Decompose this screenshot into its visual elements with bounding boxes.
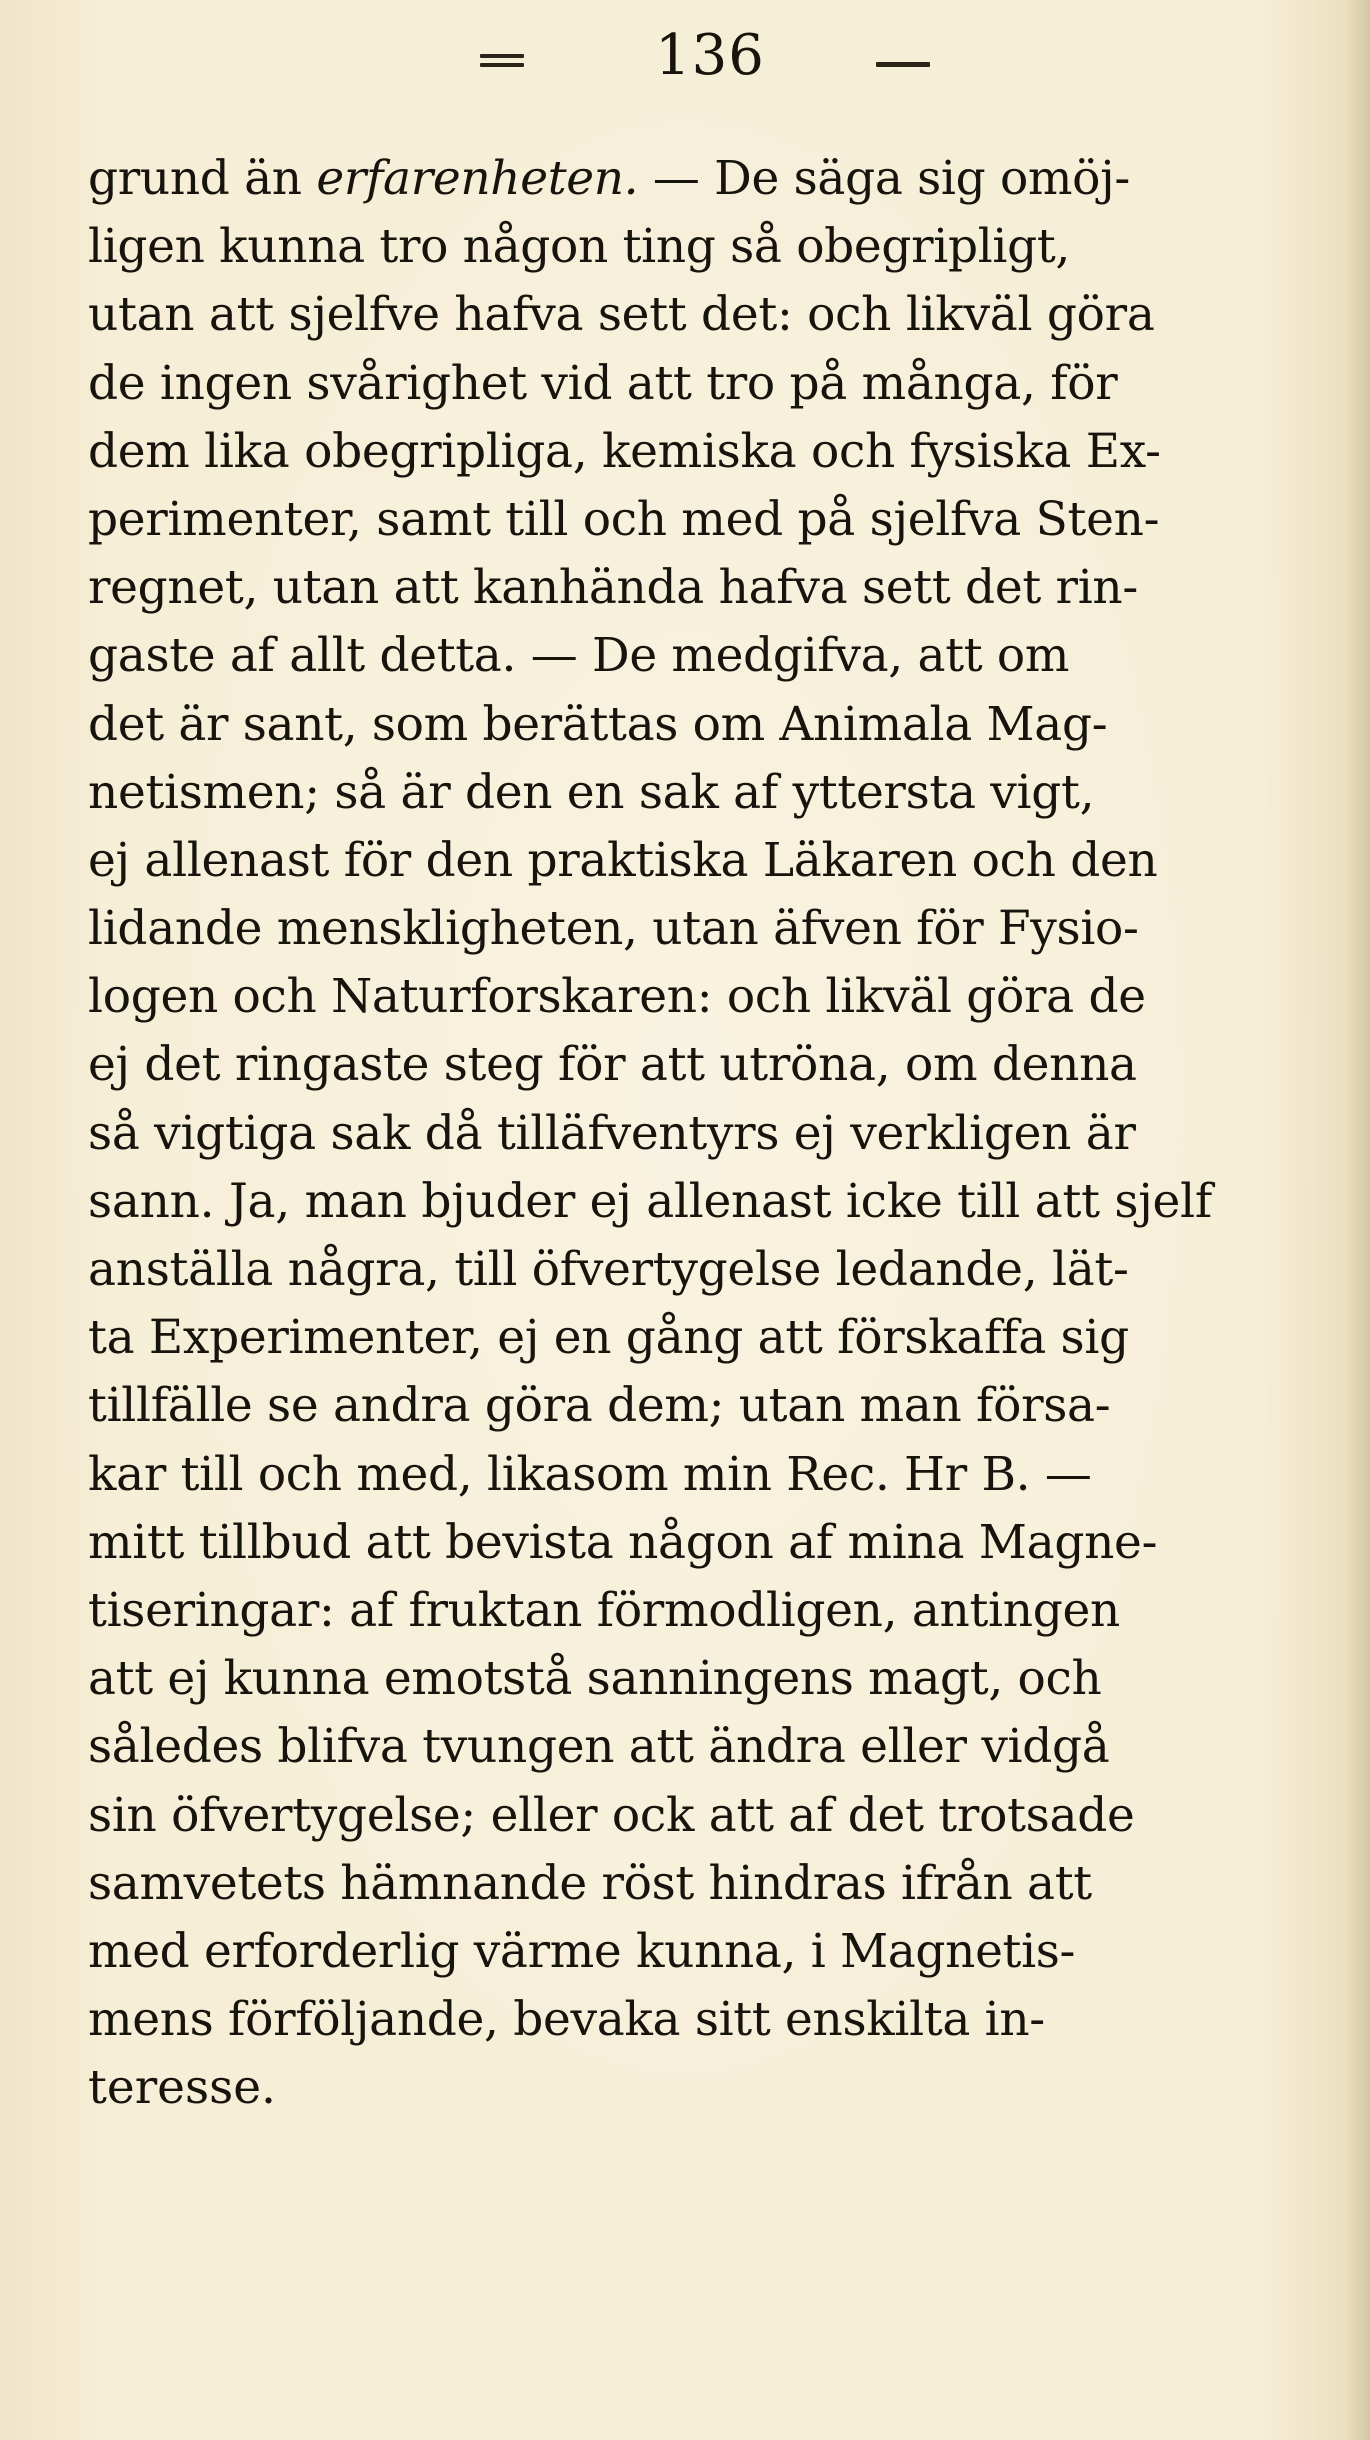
text-line xyxy=(88,1713,1338,1781)
text-line xyxy=(88,1986,1338,2054)
text-run: med erforderlig värme kunna, i Magnetis- xyxy=(88,1923,1076,1979)
page-header xyxy=(0,18,1370,98)
page-number: 136 xyxy=(655,23,765,88)
text-line xyxy=(88,213,1338,281)
text-run: logen och Naturforskaren: och likväl göra de xyxy=(88,969,1146,1025)
text-run: det är sant, som berättas om Animala Mag- xyxy=(88,696,1108,752)
text-line xyxy=(88,1441,1338,1509)
text-run: — De säga sig omöj- xyxy=(638,151,1130,206)
text-line xyxy=(88,1645,1338,1713)
text-line xyxy=(88,1304,1338,1372)
text-run: tiseringar: af fruktan förmodligen, antingen xyxy=(88,1582,1120,1638)
text-run: ej allenast för den praktiska Läkaren och den xyxy=(88,832,1158,888)
text-run: ligen kunna tro någon ting så obegripligt, xyxy=(88,219,1071,275)
text-run: perimenter, samt till och med på sjelfva Sten- xyxy=(88,491,1160,547)
text-line xyxy=(88,691,1338,759)
text-run: utan att sjelfve hafva sett det: och likväl göra xyxy=(88,287,1155,343)
text-run: de ingen svårighet vid att tro på många, för xyxy=(88,355,1118,411)
text-line xyxy=(88,145,1338,213)
italic-text: erfarenheten. xyxy=(316,151,639,206)
text-run: teresse. xyxy=(88,2060,276,2116)
text-line xyxy=(88,622,1338,690)
text-line xyxy=(88,1577,1338,1645)
text-line xyxy=(88,1031,1338,1099)
text-run: sann. Ja, man bjuder ej allenast icke till att sjelf xyxy=(88,1173,1212,1229)
text-run: mitt tillbud att bevista någon af mina Magne- xyxy=(88,1514,1158,1570)
page-edge-shadow xyxy=(1344,0,1370,2440)
text-line xyxy=(88,963,1338,1031)
text-run: dem lika obegripliga, kemiska och fysiska Ex- xyxy=(88,423,1161,479)
text-run: gaste af allt detta. — De medgifva, att om xyxy=(88,628,1070,684)
text-line xyxy=(88,1168,1338,1236)
text-line xyxy=(88,281,1338,349)
text-run: att ej kunna emotstå sanningens magt, och xyxy=(88,1651,1102,1707)
text-run: ta Experimenter, ej en gång att förskaffa sig xyxy=(88,1310,1129,1366)
text-run: tillfälle se andra göra dem; utan man försa- xyxy=(88,1378,1111,1434)
text-line xyxy=(88,1782,1338,1850)
text-run: lidande menskligheten, utan äfven för Fysio- xyxy=(88,901,1139,957)
text-run: kar till och med, likasom min Rec. Hr B. — xyxy=(88,1446,1092,1502)
text-run: samvetets hämnande röst hindras ifrån att xyxy=(88,1855,1092,1911)
text-line xyxy=(88,1236,1338,1304)
text-run: sin öfvertygelse; eller ock att af det trotsade xyxy=(88,1787,1135,1843)
text-line xyxy=(88,418,1338,486)
text-run: anställa några, till öfvertygelse ledande, lät- xyxy=(88,1242,1129,1297)
text-line xyxy=(88,1850,1338,1918)
text-run: regnet, utan att kanhända hafva sett det rin- xyxy=(88,560,1138,616)
text-run: således blifva tvungen att ändra eller vidgå xyxy=(88,1719,1110,1775)
text-line xyxy=(88,1100,1338,1168)
text-line xyxy=(88,350,1338,418)
text-line xyxy=(88,827,1338,895)
text-run: så vigtiga sak då tilläfventyrs ej verkligen är xyxy=(88,1105,1136,1161)
text-line xyxy=(88,759,1338,827)
text-line xyxy=(88,1918,1338,1986)
text-line xyxy=(88,554,1338,622)
text-line xyxy=(88,486,1338,554)
text-line xyxy=(88,1372,1338,1440)
header-ornament-left xyxy=(480,54,524,76)
text-run: grund än xyxy=(88,151,317,206)
text-line xyxy=(88,2054,1338,2122)
body-text xyxy=(88,145,1338,2122)
text-run: netismen; så är den en sak af yttersta vigt, xyxy=(88,764,1095,820)
text-run: ej det ringaste steg för att utröna, om denna xyxy=(88,1037,1137,1093)
text-run: mens förföljande, bevaka sitt enskilta in- xyxy=(88,1992,1045,2048)
header-ornament-right xyxy=(876,62,930,76)
text-line xyxy=(88,1509,1338,1577)
text-line xyxy=(88,895,1338,963)
